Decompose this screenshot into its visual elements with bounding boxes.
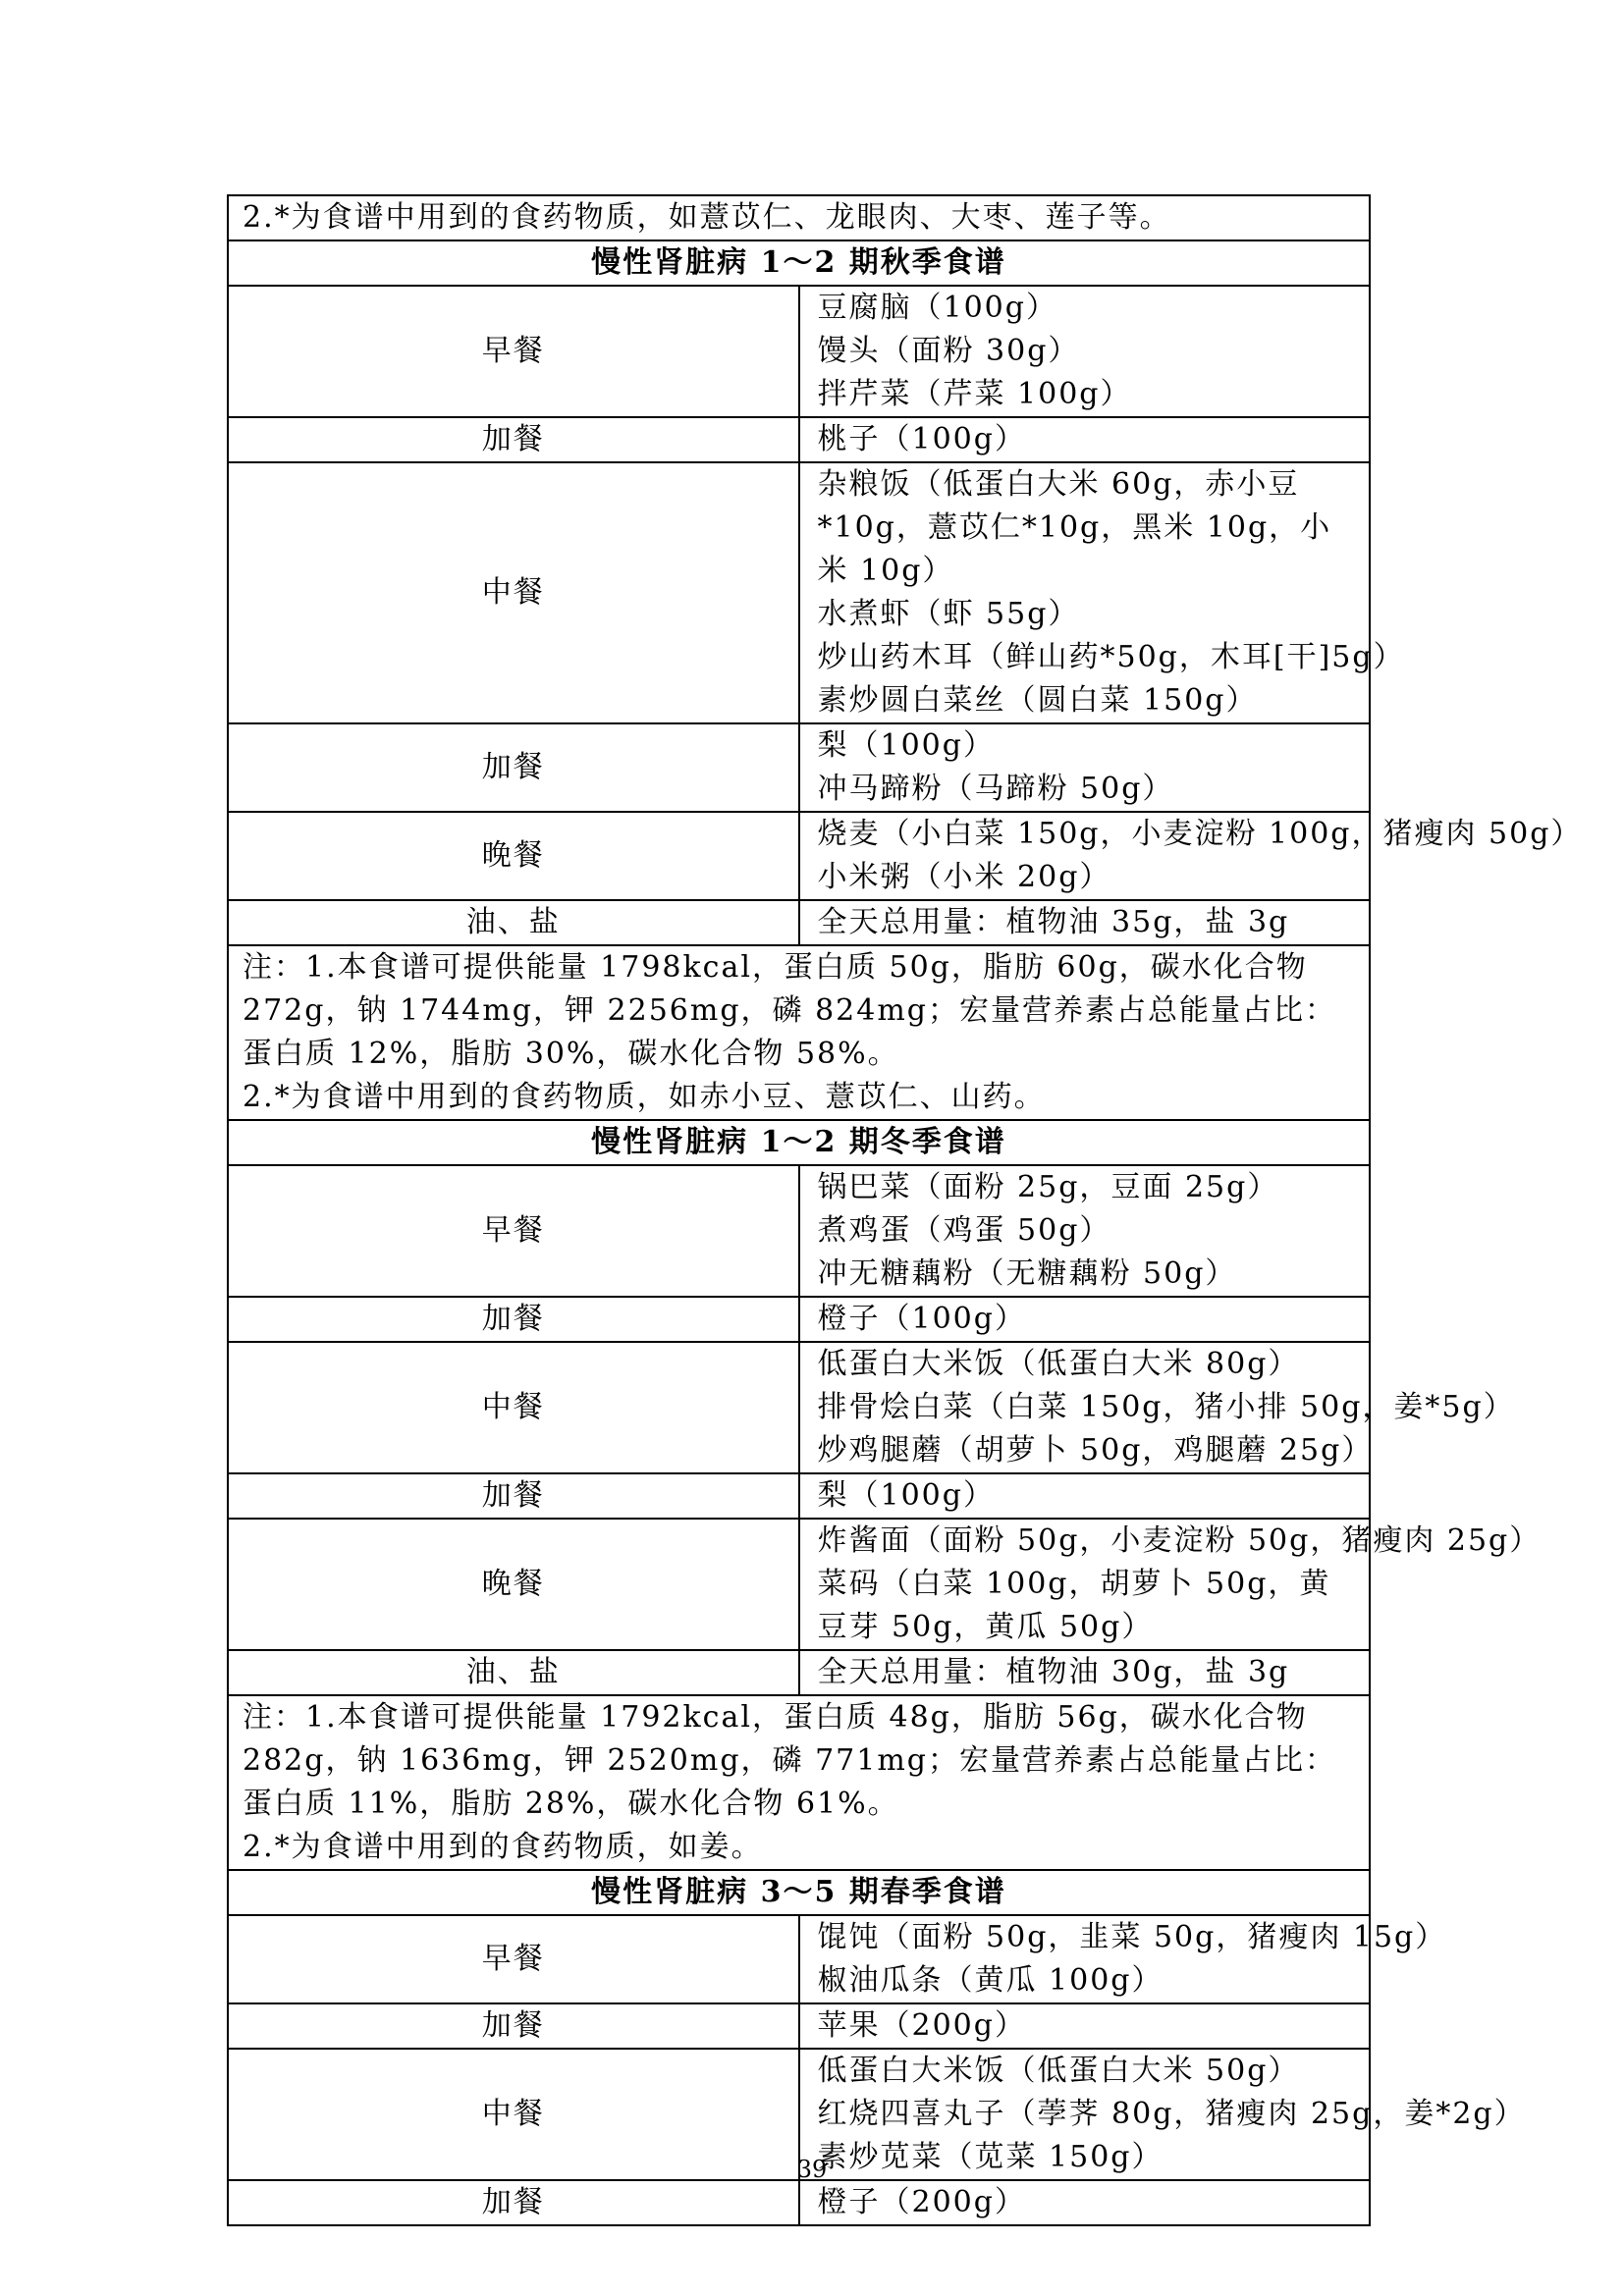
meal-item: 小米粥（小米 20g）	[817, 860, 1111, 894]
meal-row	[228, 1650, 1370, 1695]
section-title: 慢性肾脏病 1～2 期冬季食谱	[228, 1120, 1370, 1165]
meal-name: 早餐	[228, 1165, 799, 1297]
meal-item: 梨（100g）	[817, 1478, 995, 1513]
section-notes	[228, 945, 1370, 1120]
meal-name: 中餐	[228, 462, 799, 723]
meal-item: 馄饨（面粉 50g，韭菜 50g，猪瘦肉 15g）	[817, 1920, 1447, 1954]
meal-item: 拌芹菜（芹菜 100g）	[817, 377, 1132, 411]
page-number: 39	[796, 2156, 828, 2183]
section-note-row	[228, 1695, 1370, 1870]
meal-name: 加餐	[228, 723, 799, 812]
meal-item: 炒鸡腿蘑（胡萝卜 50g，鸡腿蘑 25g）	[817, 1433, 1374, 1468]
meal-items	[799, 1165, 1371, 1297]
meal-items	[799, 1915, 1447, 2003]
meal-items	[799, 2003, 1371, 2049]
meal-items	[799, 2180, 1371, 2225]
meal-item: 苹果（200g）	[817, 2008, 1026, 2043]
meal-items	[799, 900, 1371, 945]
meal-item: 素炒苋菜（苋菜 150g）	[817, 2140, 1164, 2174]
meal-item: 炸酱面（面粉 50g，小麦淀粉 50g，猪瘦肉 25g）	[817, 1523, 1542, 1558]
meal-name: 油、盐	[228, 900, 799, 945]
meal-row	[228, 2003, 1370, 2049]
meal-item: 水煮虾（虾 55g）	[817, 597, 1080, 631]
section-note-row	[228, 945, 1370, 1120]
meal-row	[228, 900, 1370, 945]
meal-items	[799, 1650, 1371, 1695]
meal-row	[228, 1342, 1370, 1473]
note-line: 2.*为食谱中用到的食药物质，如姜。	[243, 1830, 763, 1864]
section-title: 慢性肾脏病 3～5 期春季食谱	[228, 1870, 1370, 1915]
meal-items	[799, 462, 1405, 723]
note-line: 2.*为食谱中用到的食药物质，如赤小豆、薏苡仁、山药。	[243, 1080, 1046, 1114]
meal-name: 中餐	[228, 2049, 799, 2180]
meal-name: 加餐	[228, 2180, 799, 2225]
note-line: 注：1.本食谱可提供能量 1792kcal，蛋白质 48g，脂肪 56g，碳水化合物 282g，钠 1636mg，钾 2520mg，磷 771mg；宏量营养素占总能量占比：蛋白质 11%，脂肪 28%，碳水化合物 61%。	[243, 1700, 1336, 1821]
meal-item: 全天总用量：植物油 30g，盐 3g	[817, 1655, 1290, 1689]
meal-item: 椒油瓜条（黄瓜 100g）	[817, 1963, 1164, 1998]
meal-item: 排骨烩白菜（白菜 150g，猪小排 50g，姜*5g）	[817, 1390, 1515, 1424]
meal-name: 加餐	[228, 2003, 799, 2049]
meal-item: 梨（100g）	[817, 728, 995, 763]
meal-name: 加餐	[228, 417, 799, 462]
meal-name: 晚餐	[228, 1519, 799, 1650]
meal-item: 红烧四喜丸子（荸荠 80g，猪瘦肉 25g，姜*2g）	[817, 2097, 1526, 2131]
intro-note-row	[228, 195, 1370, 240]
meal-items	[799, 286, 1371, 417]
meal-item: 菜码（白菜 100g，胡萝卜 50g，黄豆芽 50g，黄瓜 50g）	[817, 1567, 1331, 1644]
meal-item: 冲无糖藕粉（无糖藕粉 50g）	[817, 1256, 1237, 1291]
meal-item: 烧麦（小白菜 150g，小麦淀粉 100g，猪瘦肉 50g）	[817, 817, 1583, 851]
meal-row	[228, 812, 1370, 900]
meal-item: 橙子（100g）	[817, 1302, 1026, 1336]
meal-row	[228, 1519, 1370, 1650]
meal-item: 锅巴菜（面粉 25g，豆面 25g）	[817, 1170, 1279, 1204]
meal-item: 冲马蹄粉（马蹄粉 50g）	[817, 772, 1174, 806]
meal-items	[799, 812, 1583, 900]
meal-name: 中餐	[228, 1342, 799, 1473]
meal-row	[228, 1165, 1370, 1297]
meal-items	[799, 1342, 1515, 1473]
meal-item: 低蛋白大米饭（低蛋白大米 80g）	[817, 1347, 1300, 1381]
meal-item: 橙子（200g）	[817, 2185, 1026, 2219]
meal-name: 加餐	[228, 1473, 799, 1519]
meal-row	[228, 286, 1370, 417]
meal-items	[799, 723, 1371, 812]
meal-item: 桃子（100g）	[817, 422, 1026, 456]
meal-item: 煮鸡蛋（鸡蛋 50g）	[817, 1213, 1111, 1248]
section-title-row	[228, 1870, 1370, 1915]
meal-row	[228, 1915, 1370, 2003]
meal-item: 素炒圆白菜丝（圆白菜 150g）	[817, 683, 1258, 718]
meal-item: 炒山药木耳（鲜山药*50g，木耳[干]5g）	[817, 640, 1405, 674]
meal-row	[228, 1297, 1370, 1342]
section-title: 慢性肾脏病 1～2 期秋季食谱	[228, 240, 1370, 286]
meal-name: 加餐	[228, 1297, 799, 1342]
meal-items	[799, 1297, 1371, 1342]
section-notes	[228, 1695, 1370, 1870]
meal-items	[799, 417, 1371, 462]
meal-items	[799, 1473, 1371, 1519]
meal-row	[228, 2180, 1370, 2225]
meal-row	[228, 723, 1370, 812]
meal-name: 油、盐	[228, 1650, 799, 1695]
meal-name: 晚餐	[228, 812, 799, 900]
meal-name: 早餐	[228, 286, 799, 417]
section-title-row	[228, 240, 1370, 286]
meal-item: 全天总用量：植物油 35g，盐 3g	[817, 905, 1290, 939]
meal-items	[799, 1519, 1542, 1650]
meal-row	[228, 462, 1370, 723]
intro-note: 2.*为食谱中用到的食药物质，如薏苡仁、龙眼肉、大枣、莲子等。	[228, 195, 1370, 240]
note-line: 注：1.本食谱可提供能量 1798kcal，蛋白质 50g，脂肪 60g，碳水化合物 272g，钠 1744mg，钾 2256mg，磷 824mg；宏量营养素占总能量占比：蛋白质 12%，脂肪 30%，碳水化合物 58%。	[243, 950, 1336, 1071]
meal-row	[228, 1473, 1370, 1519]
section-title-row	[228, 1120, 1370, 1165]
recipe-table	[227, 194, 1583, 2226]
meal-name: 早餐	[228, 1915, 799, 2003]
meal-item: 杂粮饭（低蛋白大米 60g，赤小豆*10g，薏苡仁*10g，黑米 10g，小米 10g）	[817, 467, 1332, 588]
meal-item: 豆腐脑（100g）	[817, 291, 1057, 325]
meal-item: 馒头（面粉 30g）	[817, 334, 1080, 368]
meal-row	[228, 417, 1370, 462]
meal-item: 低蛋白大米饭（低蛋白大米 50g）	[817, 2054, 1300, 2088]
